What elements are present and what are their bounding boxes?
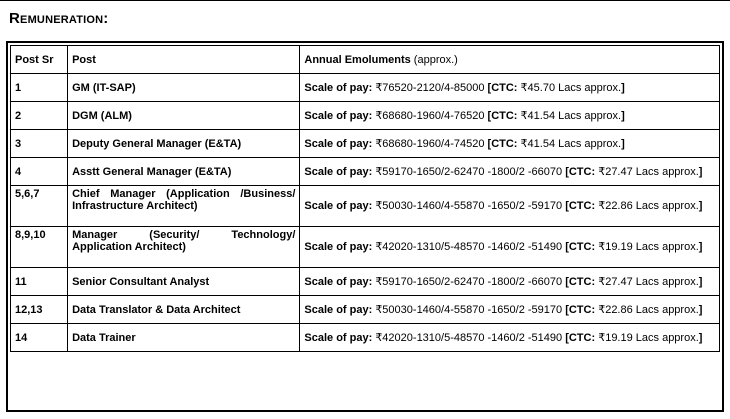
scale-label: Scale of pay:: [304, 275, 373, 288]
scale-value: ₹42020-1310/5-48570 -1460/2 -51490: [375, 331, 563, 344]
table-row: [11, 324, 720, 352]
scale-label: Scale of pay:: [304, 165, 373, 178]
emoluments-cell: [300, 158, 720, 186]
top-divider: [0, 0, 730, 1]
emoluments-cell: [300, 102, 720, 130]
ctc-close: ]: [621, 81, 625, 94]
ctc-label: [CTC:: [487, 137, 518, 150]
emoluments-cell: [300, 296, 720, 324]
scale-label: Scale of pay:: [304, 137, 373, 150]
post-name-cell: Data Trainer: [68, 324, 300, 352]
table-row: [11, 158, 720, 186]
ctc-close: ]: [621, 137, 625, 150]
table-row: [11, 268, 720, 296]
ctc-value: ₹41.54 Lacs approx.: [520, 137, 622, 150]
scale-value: ₹50030-1460/4-55870 -1650/2 -59170: [375, 200, 563, 212]
ctc-label: [CTC:: [487, 81, 518, 94]
ctc-value: ₹22.86 Lacs approx.: [598, 200, 699, 212]
section-heading: Remuneration:: [9, 10, 109, 27]
table-header-row: [11, 46, 720, 74]
post-sr-cell: 3: [11, 130, 68, 158]
scale-label: Scale of pay:: [304, 241, 373, 253]
scale-label: Scale of pay:: [304, 109, 373, 122]
ctc-label: [CTC:: [565, 275, 596, 288]
scale-value: ₹68680-1960/4-76520: [375, 109, 485, 122]
post-sr-cell: 1: [11, 74, 68, 102]
ctc-value: ₹41.54 Lacs approx.: [520, 109, 622, 122]
table-row: [11, 102, 720, 130]
ctc-label: [CTC:: [565, 331, 596, 344]
header-annual-emoluments: [300, 46, 720, 74]
ctc-close: ]: [698, 165, 703, 178]
post-sr-cell: 4: [11, 158, 68, 186]
emoluments-cell: [300, 268, 720, 296]
ctc-close: ]: [698, 275, 703, 288]
ctc-value: ₹27.47 Lacs approx.: [598, 275, 699, 288]
ctc-label: [CTC:: [565, 200, 596, 212]
header-emoluments-label: Annual Emoluments: [304, 53, 411, 66]
scale-value: ₹59170-1650/2-62470 -1800/2 -66070: [375, 165, 563, 178]
post-sr-cell: 2: [11, 102, 68, 130]
post-name-cell: Manager (Security/ Technology/ Application Architect): [68, 227, 300, 268]
ctc-value: ₹19.19 Lacs approx.: [598, 331, 699, 344]
ctc-value: ₹45.70 Lacs approx.: [520, 81, 622, 94]
table-row: [11, 74, 720, 102]
post-name-cell: Senior Consultant Analyst: [68, 268, 300, 296]
post-name-cell: DGM (ALM): [68, 102, 300, 130]
scale-value: ₹50030-1460/4-55870 -1650/2 -59170: [375, 303, 563, 316]
emoluments-cell: [300, 74, 720, 102]
table-row: [11, 296, 720, 324]
emoluments-cell: [300, 130, 720, 158]
emoluments-cell: [300, 324, 720, 352]
post-sr-cell: 14: [11, 324, 68, 352]
ctc-value: ₹27.47 Lacs approx.: [598, 165, 699, 178]
post-name-cell: Deputy General Manager (E&TA): [68, 130, 300, 158]
header-post: Post: [68, 46, 300, 74]
table-row: [11, 227, 720, 268]
post-name-cell: Chief Manager (Application /Business/ Infrastructure Architect): [68, 186, 300, 227]
scale-value: ₹42020-1310/5-48570 -1460/2 -51490: [375, 241, 563, 253]
emoluments-cell: [300, 227, 720, 268]
header-emoluments-note: (approx.): [413, 53, 458, 66]
scale-value: ₹76520-2120/4-85000: [375, 81, 485, 94]
ctc-close: ]: [698, 331, 703, 344]
emoluments-cell: [300, 186, 720, 227]
ctc-close: ]: [698, 303, 703, 316]
ctc-label: [CTC:: [565, 241, 596, 253]
post-name-cell: GM (IT-SAP): [68, 74, 300, 102]
ctc-close: ]: [621, 109, 625, 122]
ctc-value: ₹19.19 Lacs approx.: [598, 241, 699, 253]
post-sr-cell: 11: [11, 268, 68, 296]
scale-label: Scale of pay:: [304, 200, 373, 212]
remuneration-table-frame: [6, 41, 724, 412]
ctc-label: [CTC:: [487, 109, 518, 122]
ctc-label: [CTC:: [565, 165, 596, 178]
scale-value: ₹59170-1650/2-62470 -1800/2 -66070: [375, 275, 563, 288]
ctc-close: ]: [698, 200, 703, 212]
post-sr-cell: 8,9,10: [11, 227, 68, 268]
post-sr-cell: 12,13: [11, 296, 68, 324]
table-row: [11, 186, 720, 227]
remuneration-table: [10, 45, 720, 352]
scale-label: Scale of pay:: [304, 331, 373, 344]
header-post-sr: Post Sr: [11, 46, 68, 74]
post-name-cell: Data Translator & Data Architect: [68, 296, 300, 324]
ctc-value: ₹22.86 Lacs approx.: [598, 303, 699, 316]
post-sr-cell: 5,6,7: [11, 186, 68, 227]
ctc-close: ]: [698, 241, 703, 253]
scale-label: Scale of pay:: [304, 81, 373, 94]
post-name-cell: Asstt General Manager (E&TA): [68, 158, 300, 186]
scale-label: Scale of pay:: [304, 303, 373, 316]
table-row: [11, 130, 720, 158]
ctc-label: [CTC:: [565, 303, 596, 316]
scale-value: ₹68680-1960/4-74520: [375, 137, 485, 150]
